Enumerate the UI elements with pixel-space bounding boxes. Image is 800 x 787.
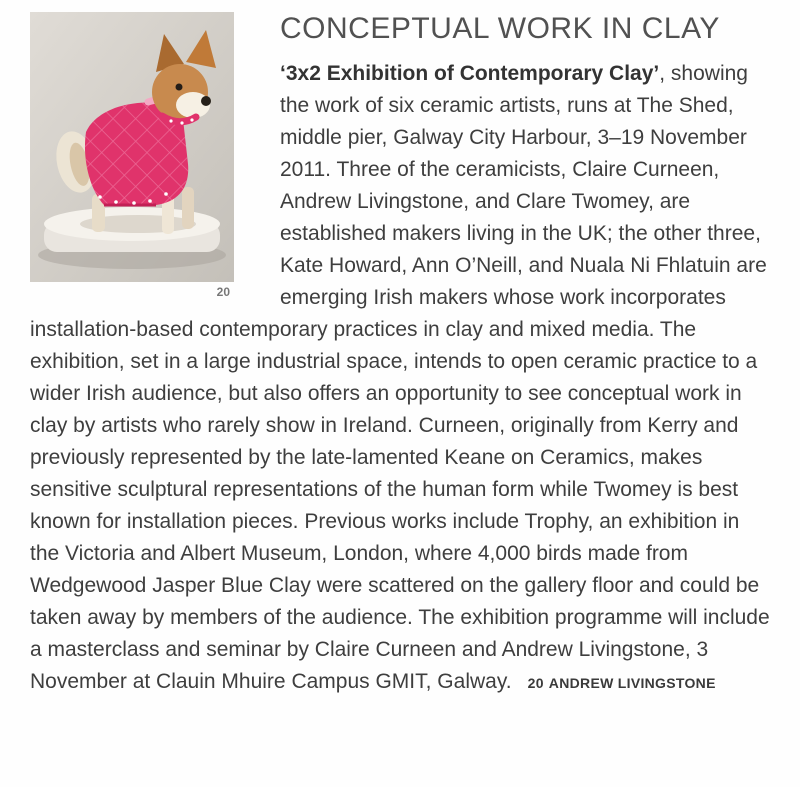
corgi-figurine-image (30, 12, 234, 282)
article-headline: CONCEPTUAL WORK IN CLAY (280, 12, 720, 45)
corgi-figurine-photo (30, 12, 234, 282)
corgi-front-leg-far (182, 187, 194, 229)
photo-credit-number: 20 (527, 675, 544, 691)
article-photo-figure (30, 12, 236, 299)
photo-credit-name: ANDREW LIVINGSTONE (548, 675, 716, 691)
article-lead-phrase: ‘3x2 Exhibition of Contemporary Clay’ (280, 62, 660, 85)
photo-credit (528, 675, 716, 691)
corgi-eye (176, 84, 183, 91)
photo-caption-number: 20 (216, 285, 230, 299)
corgi-nose (201, 96, 211, 106)
article-body-text: , showing the work of six ceramic artists, runs at The Shed, middle pier, Galway City Harbour, 3–19 November 2011. Three of the ceramicists, Claire Curneen, Andrew Livingstone, and Clare Twomey, are established makers living in the UK; the other three, Kate Howard, Ann O’Neill, and Nuala Ni Fhlatuin are emerging Irish makers whose work incorporates installation-based contemporary practices in clay and mixed media. The exhibition, set in a large industrial space, intends to open ceramic practice to a wider Irish audience, but also offers an opportunity to see conceptual work in clay by artists who rarely show in Ireland. Curneen, originally from Kerry and previously represented by the late-lamented Keane on Ceramics, makes sensitive sculptural representations of the human form while Twomey is best known for installation pieces. Previous works include Trophy, an exhibition in the Victoria and Albert Museum, London, where 4,000 birds made from Wedgewood Jasper Blue Clay were scattered on the gallery floor and could be taken away by members of the audience. The exhibition programme will include a masterclass and seminar by Claire Curneen and Andrew Livingstone, 3 November at Clauin Mhuire Campus GMIT, Galway. (30, 62, 770, 693)
